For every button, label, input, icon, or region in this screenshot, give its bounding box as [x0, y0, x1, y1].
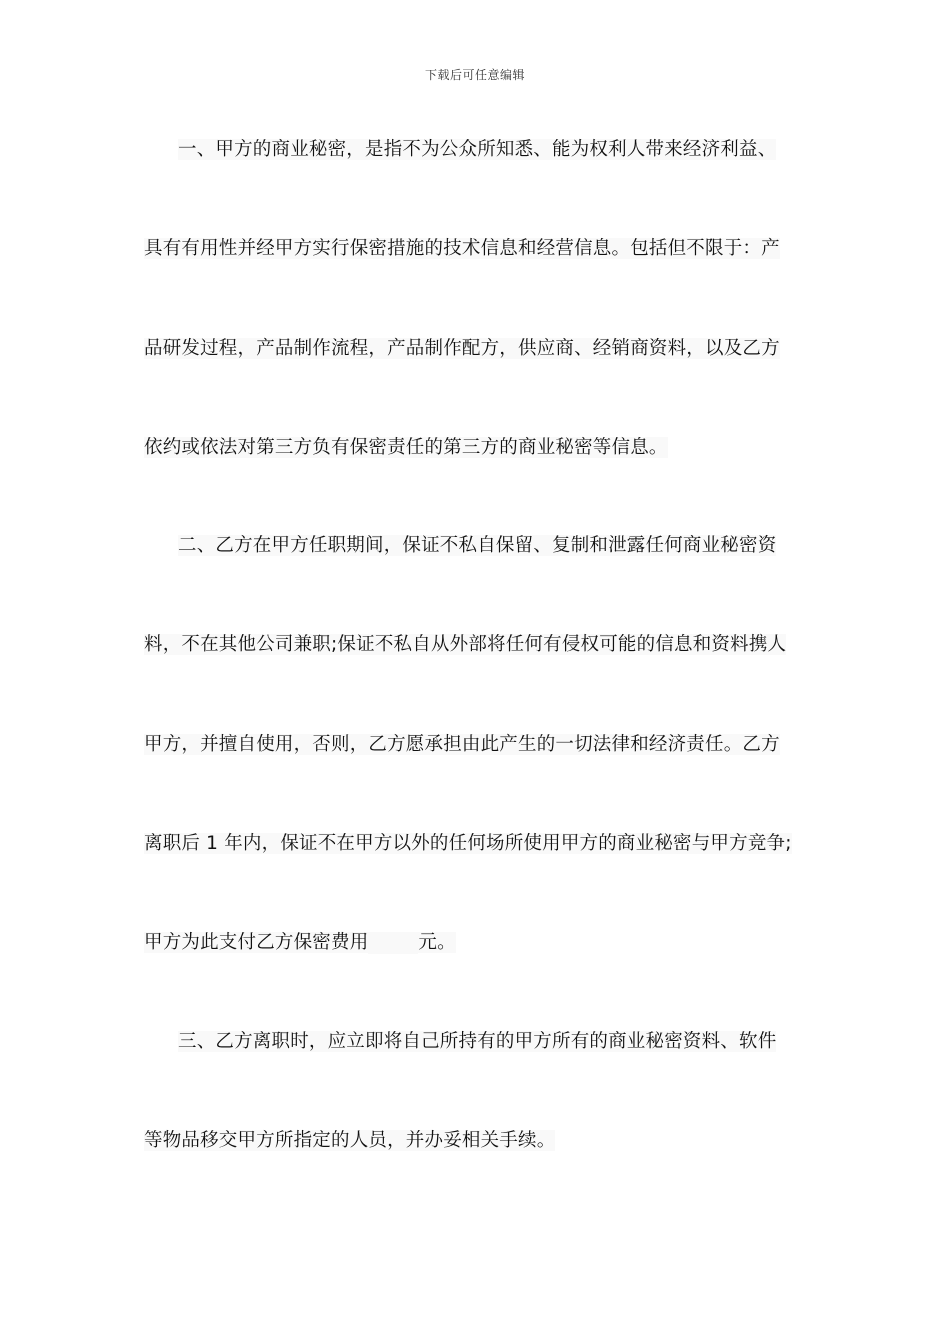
clause-1-text-4: 依约或依法对第三方负有保密责任的第三方的商业秘密等信息。 — [144, 437, 668, 458]
clause-2-text-5b: 元。 — [418, 932, 456, 953]
clause-1-line-2 — [144, 234, 780, 264]
clause-2-line-2 — [144, 630, 786, 660]
clause-2-line-3 — [144, 730, 780, 760]
clause-2-line-1 — [178, 531, 776, 561]
clause-3-line-1 — [178, 1027, 776, 1057]
clause-2-text-3: 甲方，并擅自使用，否则，乙方愿承担由此产生的一切法律和经济责任。乙方 — [144, 734, 780, 755]
clause-3-line-2 — [144, 1126, 555, 1156]
clause-2-line-4 — [144, 829, 792, 859]
clause-3-text-1: 三、乙方离职时，应立即将自己所持有的甲方所有的商业秘密资料、软件 — [178, 1031, 777, 1052]
clause-1-text-3: 品研发过程，产品制作流程，产品制作配方，供应商、经销商资料，以及乙方 — [144, 338, 780, 359]
clause-1-line-1 — [178, 135, 776, 165]
clause-2-text-2: 料，不在其他公司兼职;保证不私自从外部将任何有侵权可能的信息和资料携人 — [144, 634, 787, 655]
clause-2-text-1: 二、乙方在甲方任职期间，保证不私自保留、复制和泄露任何商业秘密资 — [178, 535, 777, 556]
fee-blank — [368, 932, 418, 954]
clause-1-line-3 — [144, 334, 780, 364]
clause-3-text-2: 等物品移交甲方所指定的人员，并办妥相关手续。 — [144, 1130, 556, 1151]
clause-1-line-4 — [144, 433, 668, 463]
clause-2-text-4: 离职后 1 年内，保证不在甲方以外的任何场所使用甲方的商业秘密与甲方竞争; — [144, 833, 792, 854]
clause-2-line-5 — [144, 928, 456, 958]
clause-2-text-5a: 甲方为此支付乙方保密费用 — [144, 932, 369, 953]
page-header-note: 下载后可任意编辑 — [424, 68, 525, 82]
clause-1-text-2: 具有有用性并经甲方实行保密措施的技术信息和经营信息。包括但不限于：产 — [144, 238, 780, 259]
clause-1-text-1: 一、甲方的商业秘密，是指不为公众所知悉、能为权利人带来经济利益、 — [178, 139, 777, 160]
